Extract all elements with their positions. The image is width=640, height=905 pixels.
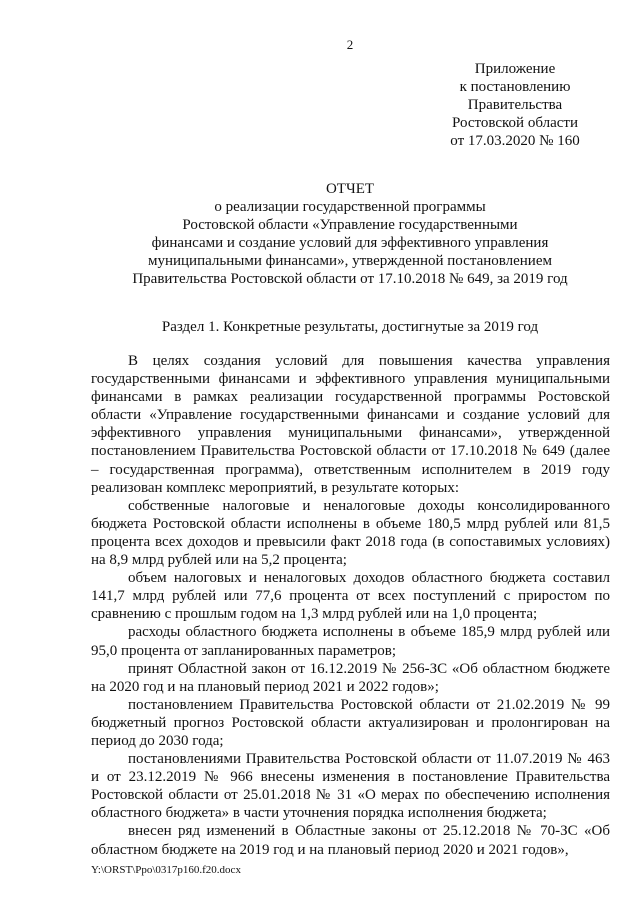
body-paragraph: расходы областного бюджета исполнены в объеме 185,9 млрд рублей или 95,0 процента от запланированных параметров; <box>91 624 610 659</box>
body-paragraph: постановлениями Правительства Ростовской области от 11.07.2019 № 463 и от 23.12.2019 № 966 внесены изменения в постановление Правительства Ростовской области от 25.01.2018 № 31 «О мерах по обеспечению исполнения областного бюджета» в части уточнения порядка исполнения бюджета; <box>91 751 610 822</box>
section-heading: Раздел 1. Конкретные результаты, достигнутые за 2019 год <box>161 319 539 335</box>
report-title-line: Правительства Ростовской области от 17.10.2018 № 649, за 2019 год <box>132 271 568 287</box>
attachment-block <box>440 60 590 150</box>
report-title-line: финансами и создание условий для эффективного управления <box>151 235 549 251</box>
attachment-line: от 17.03.2020 № 160 <box>450 133 580 149</box>
report-title-line: о реализации государственной программы <box>214 199 486 215</box>
body-paragraph: В целях создания условий для повышения качества управления государственными финансами и эффективного управления муниципальными финансами в рамках реализации государственной программы Ростовской области «Управление государственными финансами и создание условий для эффективного управления муниципальными финансами», утвержденной постановлением Правительства Ростовской области от 17.10.2018 № 649 (далее – государственная программа), ответственным исполнителем в 2019 году реализован комплекс мероприятий, в результате которых: <box>91 353 610 496</box>
report-body <box>91 352 610 859</box>
body-paragraph: принят Областной закон от 16.12.2019 № 256-ЗС «Об областном бюджете на 2020 год и на плановый период 2021 и 2022 годов»; <box>91 660 610 695</box>
body-paragraph: объем налоговых и неналоговых доходов областного бюджета составил 141,7 млрд рублей или 77,6 процента от всех поступлений с приростом по сравнению с прошлым годом на 1,3 млрд рублей или на 1,0 процента; <box>91 570 610 623</box>
body-paragraph: собственные налоговые и неналоговые доходы консолидированного бюджета Ростовской области исполнены в объеме 180,5 млрд рублей или 81,5 процента всех доходов и превысили факт 2018 года (в сопоставимых условиях) на 8,9 млрд рублей или на 5,2 процента; <box>91 497 610 569</box>
attachment-line: Приложение <box>474 61 556 77</box>
attachment-line: к постановлению <box>459 79 571 95</box>
report-heading: ОТЧЕТ <box>325 181 375 197</box>
attachment-line: Ростовской области <box>452 115 578 131</box>
attachment-line: Правительства <box>467 97 563 113</box>
report-title <box>120 180 580 288</box>
report-title-line: муниципальными финансами», утвержденной постановлением <box>147 253 552 269</box>
body-paragraph: постановлением Правительства Ростовской области от 21.02.2019 № 99 бюджетный прогноз Ростовской области актуализирован и пролонгирован на период до 2030 года; <box>91 696 610 749</box>
file-path-footer: Y:\ORST\Ppo\0317p160.f20.docx <box>91 864 241 876</box>
report-title-line: Ростовской области «Управление государственными <box>182 217 518 233</box>
body-paragraph: внесен ряд изменений в Областные законы от 25.12.2018 № 70-ЗС «Об областном бюджете на 2019 год и на плановый период 2020 и 2021 годов», <box>91 823 610 858</box>
page-number: 2 <box>346 37 354 52</box>
